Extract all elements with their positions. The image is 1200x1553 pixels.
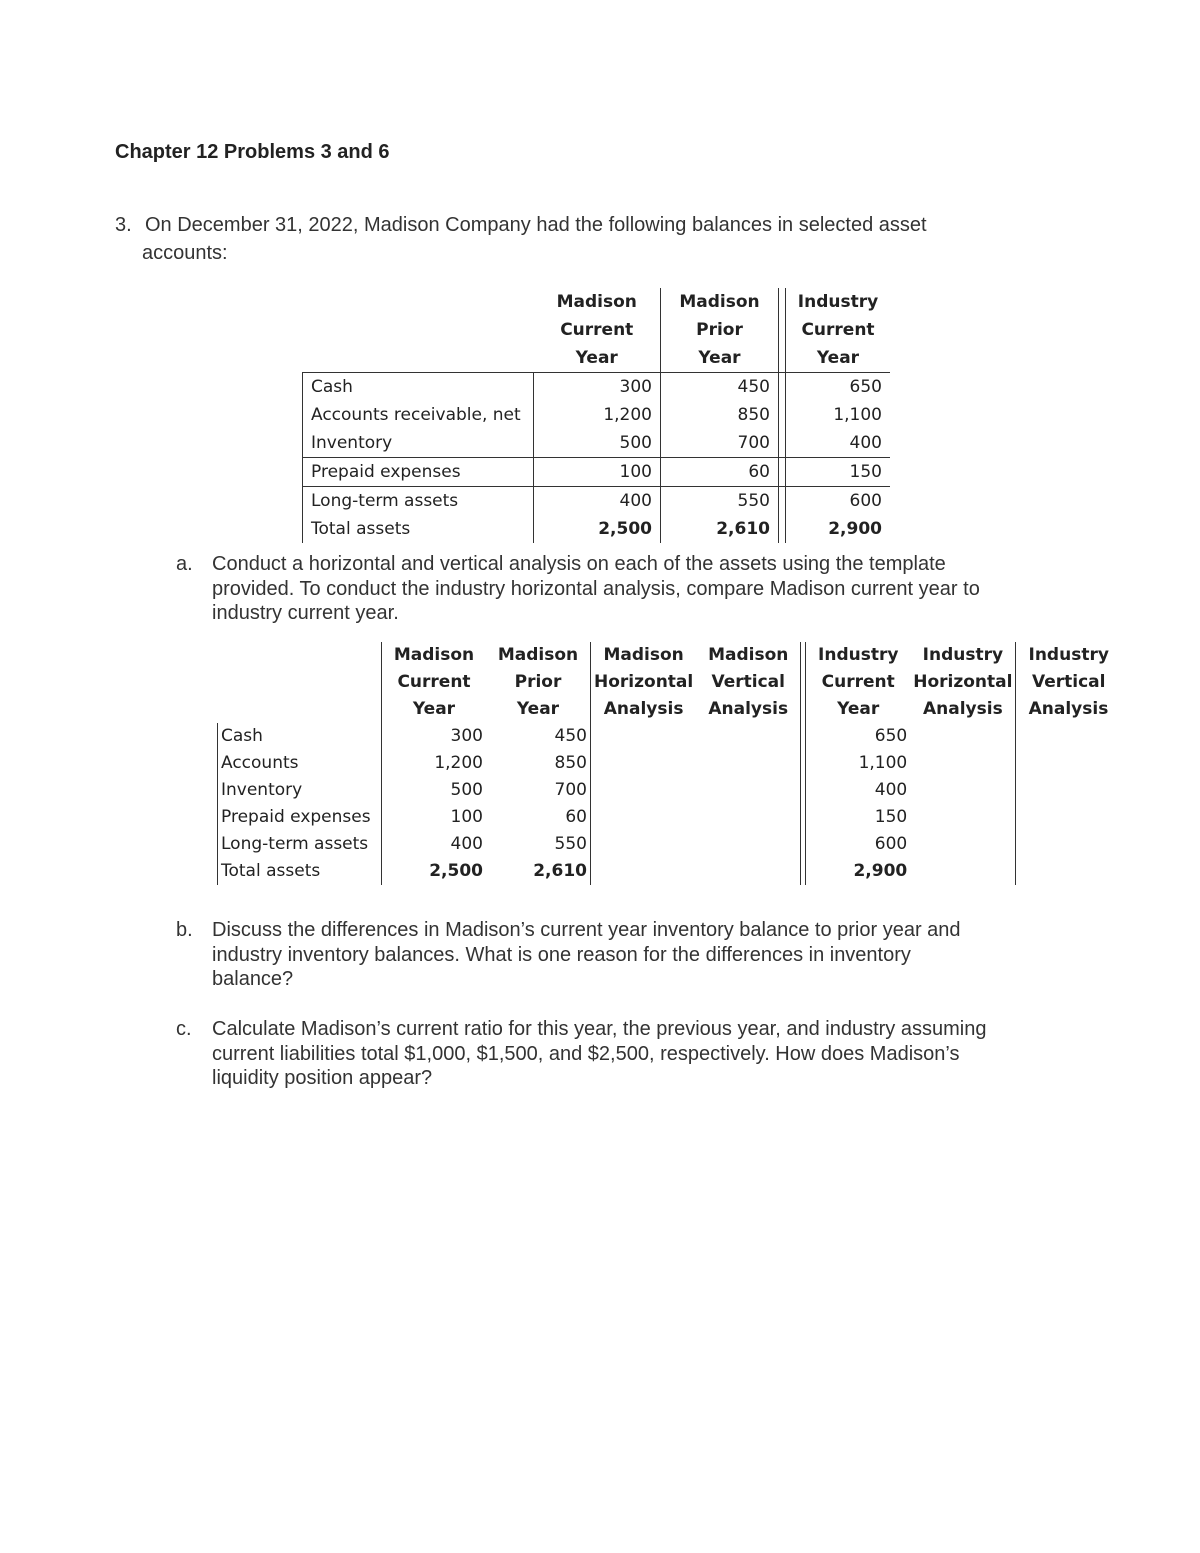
table-row: Long-term assets 400 550 600 (218, 831, 1121, 858)
row-label: Prepaid expenses (303, 458, 534, 487)
answer-cell[interactable] (1016, 831, 1121, 858)
answer-cell[interactable] (696, 831, 801, 858)
table-row: Cash 300 450 650 (303, 373, 891, 402)
header-madison-prior: Madison (486, 642, 591, 669)
part-a-text: a. Conduct a horizontal and vertical analysis on each of the assets using the template provided. To conduct the industry horizontal analysis, compare Madison current year to industry current year. (176, 553, 980, 624)
answer-cell[interactable] (696, 777, 801, 804)
answer-cell[interactable] (910, 831, 1016, 858)
part-c-text: c. Calculate Madison’s current ratio for this year, the previous year, and industry assuming current liabilities total $1,000, $1,500, and $2,500, respectively. How does Madison’s liquidity position appear? (176, 1018, 987, 1089)
header-madison-horizontal: Madison (603, 645, 684, 665)
row-label: Cash (303, 373, 534, 402)
analysis-template-table: Madison Madison Madison Madison Industry Industry Industry Current Prior Horizontal Vertical Current Horizontal Vertical Year Year Analysis Analysis Year Analysis Analysis Cash 300 450 650 Accounts 1,200 850 1,100 Inventory 500 700 400 Prepaid expenses 100 60 150 Long-term assets 400 550 600 Total assets 2,500 2,610 2,900 (217, 642, 1121, 885)
row-label: Cash (218, 723, 382, 750)
table-row: Cash 300 450 650 (218, 723, 1121, 750)
part-letter: b. (176, 919, 193, 941)
problem-number: 3. (115, 214, 132, 236)
part-b-text: b. Discuss the differences in Madison’s current year inventory balance to prior year and industry inventory balances. What is one reason for the differences in inventory balance? (176, 919, 961, 990)
header-industry-vertical: Industry (1028, 645, 1109, 665)
part-letter: a. (176, 553, 193, 575)
table-row: Prepaid expenses 100 60 150 (303, 458, 891, 487)
answer-cell[interactable] (591, 831, 697, 858)
answer-cell[interactable] (591, 858, 697, 885)
answer-cell[interactable] (910, 804, 1016, 831)
table-row: Long-term assets 400 550 600 (303, 487, 891, 516)
row-label: Inventory (218, 777, 382, 804)
answer-cell[interactable] (910, 750, 1016, 777)
header-madison-current: Madison (534, 288, 661, 316)
answer-cell[interactable] (910, 858, 1016, 885)
part-letter: c. (176, 1018, 192, 1040)
answer-cell[interactable] (910, 723, 1016, 750)
table-row: Prepaid expenses 100 60 150 (218, 804, 1121, 831)
table-row: Total assets 2,500 2,610 2,900 (303, 515, 891, 543)
row-label: Accounts (218, 750, 382, 777)
row-label: Long-term assets (303, 487, 534, 516)
answer-cell[interactable] (1016, 777, 1121, 804)
table-row: Accounts 1,200 850 1,100 (218, 750, 1121, 777)
answer-cell[interactable] (696, 804, 801, 831)
answer-cell[interactable] (591, 777, 697, 804)
page-heading: Chapter 12 Problems 3 and 6 (115, 141, 390, 163)
answer-cell[interactable] (910, 777, 1016, 804)
header-industry-horizontal: Industry (910, 642, 1016, 669)
table-row: Inventory 500 700 400 (218, 777, 1121, 804)
table-row: Accounts receivable, net 1,200 850 1,100 (303, 401, 891, 429)
answer-cell[interactable] (696, 723, 801, 750)
header-madison-current: Madison (393, 645, 475, 665)
answer-cell[interactable] (696, 858, 801, 885)
answer-cell[interactable] (591, 804, 697, 831)
problem-3-text (115, 211, 1045, 267)
table-row: Total assets 2,500 2,610 2,900 (218, 858, 1121, 885)
problem-text-line: accounts: (142, 242, 228, 264)
table-row: Inventory 500 700 400 (303, 429, 891, 458)
header-madison-vertical: Madison (696, 642, 801, 669)
row-label: Accounts receivable, net (303, 401, 534, 429)
row-label: Total assets (218, 858, 382, 885)
answer-cell[interactable] (1016, 804, 1121, 831)
answer-cell[interactable] (1016, 723, 1121, 750)
row-label: Prepaid expenses (218, 804, 382, 831)
answer-cell[interactable] (1016, 858, 1121, 885)
answer-cell[interactable] (591, 750, 697, 777)
row-label: Inventory (303, 429, 534, 458)
header-madison-prior: Madison (661, 288, 779, 316)
answer-cell[interactable] (1016, 750, 1121, 777)
header-industry-current: Industry (797, 292, 879, 312)
balances-table: Madison Madison Industry Current Prior Current Year Year Year Cash 300 450 650 Accounts receivable, net 1,200 850 1,100 Inventory 500 700 400 Prepaid expenses 100 60 150 Long-term assets 400 550 600 Total assets 2,500 2,610 2,900 (302, 288, 890, 543)
row-label: Total assets (303, 515, 534, 543)
row-label: Long-term assets (218, 831, 382, 858)
answer-cell[interactable] (696, 750, 801, 777)
answer-cell[interactable] (591, 723, 697, 750)
header-industry-current: Industry (818, 645, 899, 665)
problem-text-line: On December 31, 2022, Madison Company had the following balances in selected asset (145, 214, 927, 236)
